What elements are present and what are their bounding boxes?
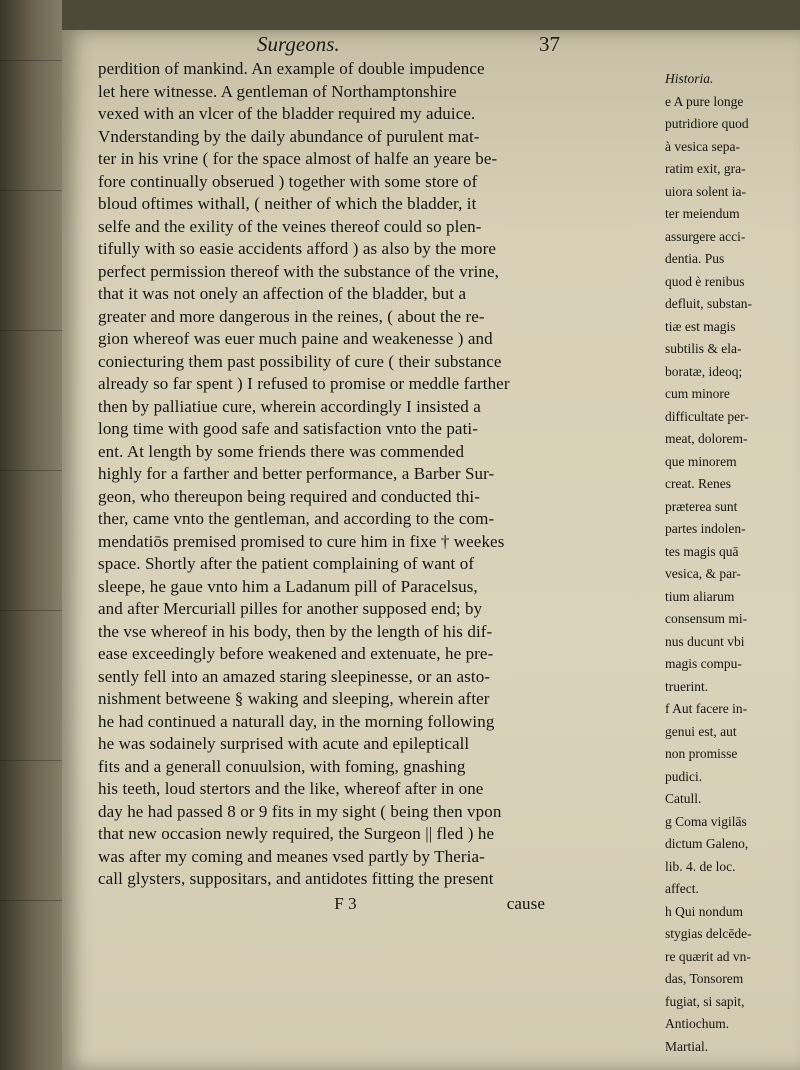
margin-note-line: non promisse [665, 746, 738, 761]
margin-note-line: uiora solent ia- [665, 183, 746, 199]
text-line: ter in his vrine ( for the space almost of halfe an yeare be- [98, 149, 498, 168]
text-line: call glysters, suppositars, and antidotes fitting the present [98, 869, 494, 888]
margin-note-line: tiæ est magis [665, 318, 736, 334]
text-line: sently fell into an amazed staring sleepinesse, or an asto- [98, 666, 491, 686]
margin-note-line: f Aut facere in- [665, 701, 748, 716]
margin-note-line: Antiochum. [665, 1016, 730, 1031]
text-line: he had continued a naturall day, in the morning following [98, 711, 495, 731]
margin-note-line: e A pure longe [665, 93, 744, 109]
margin-note-line: lib. 4. de loc. [665, 858, 736, 874]
text-line: bloud oftimes withall, ( neither of which the bladder, it [98, 194, 477, 213]
margin-note-line: ratim exit, gra- [665, 161, 746, 176]
main-text-block [98, 58, 663, 915]
gutter-edge-line [0, 610, 62, 611]
margin-note-line: Catull. [665, 791, 702, 806]
margin-note-line: tes magis quā [665, 543, 739, 559]
text-line: ease exceedingly before weakened and extenuate, he pre- [98, 644, 494, 663]
margin-note-line: à vesica sepa- [665, 138, 740, 154]
text-line: ent. At length by some friends there was commended [98, 441, 465, 461]
text-line: perdition of mankind. An example of double impudence [98, 59, 485, 78]
margin-note-line: difficultate per- [665, 408, 749, 424]
margin-note-line: h Qui nondum [665, 903, 744, 919]
catchword: cause [506, 893, 545, 913]
text-line: sleepe, he gaue vnto him a Ladanum pill of Paracelsus, [98, 576, 478, 596]
margin-note-line: tium aliarum [665, 588, 735, 604]
margin-note-line: stygias delcēde- [665, 926, 752, 941]
margin-note-line: Historia. [665, 71, 714, 86]
text-line: already so far spent ) I refused to promise or meddle farther [98, 374, 510, 393]
text-line: vexed with an vlcer of the bladder required my aduice. [98, 104, 476, 123]
text-line: space. Shortly after the patient complaining of want of [98, 554, 475, 573]
gutter-edge-line [0, 760, 62, 761]
margin-note-line: boratæ, ideoq; [665, 363, 743, 379]
text-line: fits and a generall conuulsion, with foming, gnashing [98, 756, 466, 776]
signature-mark: F 3 [334, 893, 357, 913]
margin-note-line: genui est, aut [665, 723, 737, 739]
text-line: let here witnesse. A gentleman of Northamptonshire [98, 81, 457, 101]
text-line: Vnderstanding by the daily abundance of purulent mat- [98, 126, 480, 146]
margin-note-line: magis compu- [665, 656, 742, 671]
gutter-edge-line [0, 470, 62, 471]
margin-note-line: das, Tonsorem [665, 971, 744, 986]
margin-note-line: re quærit ad vn- [665, 948, 751, 964]
margin-note-line: pudici. [665, 768, 703, 784]
text-line: coniecturing them past possibility of cure ( their substance [98, 351, 502, 371]
margin-notes [665, 68, 798, 1058]
book-page [62, 30, 800, 1070]
text-line: his teeth, loud stertors and the like, whereof after in one [98, 779, 484, 798]
margin-note-line: partes indolen- [665, 521, 746, 536]
margin-note-line: cum minore [665, 386, 730, 401]
signature-catchword-line [98, 893, 663, 916]
text-line: tifully with so easie accidents afford ) as also by the more [98, 239, 496, 258]
text-line: ther, came vnto the gentleman, and according to the com- [98, 509, 495, 528]
text-line: geon, who thereupon being required and conducted thi- [98, 486, 481, 506]
margin-note-line: fugiat, si sapit, [665, 993, 745, 1009]
text-line: then by palliatiue cure, wherein accordingly I insisted a [98, 396, 481, 416]
margin-note-line: præterea sunt [665, 498, 738, 514]
text-line: day he had passed 8 or 9 fits in my sight ( being then vpon [98, 801, 502, 821]
book-gutter [0, 0, 62, 1070]
text-line: he was sodainely surprised with acute and epilepticall [98, 734, 470, 753]
margin-note-line: dictum Galeno, [665, 836, 749, 851]
text-line: and after Mercuriall pilles for another supposed end; by [98, 599, 483, 618]
text-line: fore continually obserued ) together with some store of [98, 171, 478, 191]
margin-note-line: meat, dolorem- [665, 431, 748, 446]
text-line: nishment betweene § waking and sleeping, wherein after [98, 689, 490, 708]
gutter-edge-line [0, 60, 62, 61]
running-head-title: Surgeons. [257, 32, 340, 56]
margin-note-line: subtilis & ela- [665, 341, 742, 356]
margin-note-line: ter meiendum [665, 206, 740, 221]
page-number: 37 [539, 32, 560, 56]
text-line: gion whereof was euer much paine and weakenesse ) and [98, 329, 493, 348]
text-line: mendatiōs premised promised to cure him in fixe † weekes [98, 531, 505, 551]
text-line: highly for a farther and better performance, a Barber Sur- [98, 464, 495, 483]
text-line: selfe and the exility of the veines thereof could so plen- [98, 216, 482, 236]
margin-note-line: dentia. Pus [665, 251, 725, 266]
margin-note-line: affect. [665, 881, 699, 896]
margin-note-line: vesica, & par- [665, 566, 741, 581]
gutter-edge-line [0, 330, 62, 331]
text-line: perfect permission thereof with the substance of the vrine, [98, 261, 500, 281]
text-line: that new occasion newly required, the Surgeon || fled ) he [98, 824, 495, 843]
margin-note-line: defluit, substan- [665, 296, 752, 311]
gutter-edge-line [0, 190, 62, 191]
margin-note-line: que minorem [665, 453, 737, 469]
text-line: greater and more dangerous in the reines, ( about the re- [98, 306, 485, 326]
margin-note-line: quod è renibus [665, 273, 745, 289]
text-line: was after my coming and meanes vsed partly by Theria- [98, 846, 485, 866]
margin-note-line: truerint. [665, 678, 709, 694]
margin-note-line: nus ducunt vbi [665, 633, 745, 649]
text-line: the vse whereof in his body, then by the length of his dif- [98, 621, 493, 641]
margin-note-line: consensum mi- [665, 611, 748, 626]
margin-note-line: assurgere acci- [665, 228, 746, 244]
gutter-edge-line [0, 900, 62, 901]
margin-note-line: Martial. [665, 1038, 709, 1054]
text-line: that it was not onely an affection of the bladder, but a [98, 284, 467, 303]
margin-note-line: g Coma vigilās [665, 813, 747, 829]
text-line: long time with good safe and satisfaction vnto the pati- [98, 419, 478, 438]
margin-note-line: putridiore quod [665, 116, 749, 131]
margin-note-line: creat. Renes [665, 476, 731, 491]
